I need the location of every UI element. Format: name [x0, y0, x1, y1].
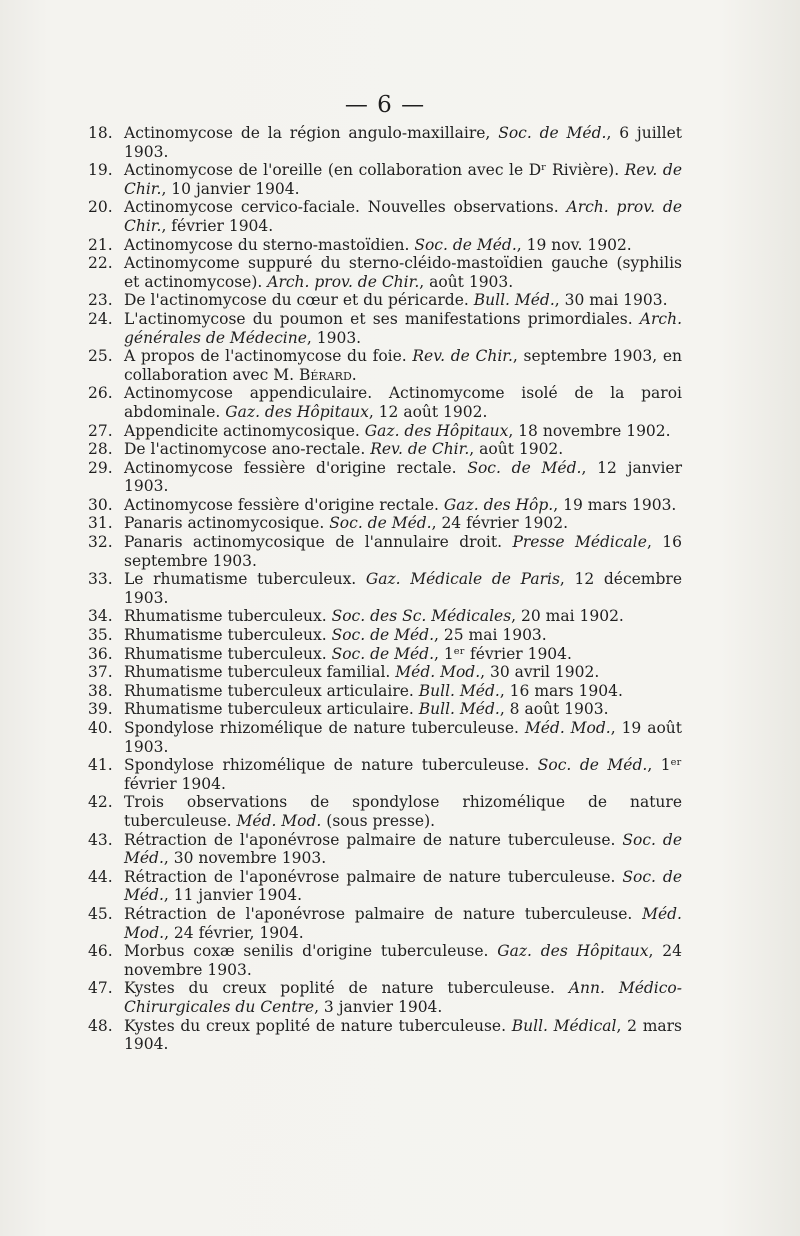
list-item — [88, 645, 682, 664]
entry-text-segment: Rhumatisme tuberculeux articulaire. — [124, 700, 419, 719]
entry-number: 38. — [88, 681, 113, 700]
list-item — [88, 236, 682, 255]
list-item — [88, 626, 682, 645]
entry-text-segment: Rétraction de l'aponévrose palmaire de nature tuberculeuse. — [124, 867, 623, 886]
entry-number: 35. — [88, 626, 113, 645]
entry-text-segment: Trois observations de spondylose rhizomélique de nature tuberculeuse. — [124, 793, 682, 830]
journal-title: Soc. de Méd. — [329, 514, 432, 533]
entry-text-segment: Rhumatisme tuberculeux articulaire. — [124, 681, 419, 700]
list-item — [88, 831, 682, 868]
entry-text-segment: Kystes du creux poplité de nature tuberculeuse. — [124, 1016, 512, 1035]
journal-title: Gaz. des Hôpitaux — [364, 421, 509, 440]
entry-text — [124, 645, 682, 664]
entry-text-segment: , 19 août 1903. — [124, 719, 682, 756]
entry-text-segment: , 16 septembre 1903. — [124, 533, 682, 570]
list-item — [88, 756, 682, 793]
list-item — [88, 254, 682, 291]
entry-number: 18. — [88, 124, 113, 142]
entry-text — [124, 942, 682, 979]
entry-text — [124, 198, 682, 235]
entry-text-segment: . — [351, 365, 357, 384]
entry-number: 26. — [88, 384, 113, 403]
entry-text — [124, 533, 682, 570]
entry-text-segment: , 6 juillet 1903. — [124, 124, 682, 161]
list-item — [88, 570, 682, 607]
list-item — [88, 422, 682, 441]
entry-text — [124, 440, 682, 459]
entry-text-segment: Rhumatisme tuberculeux. — [124, 644, 332, 663]
bibliography-list — [88, 124, 682, 1054]
entry-text — [124, 626, 682, 645]
list-item — [88, 1017, 682, 1054]
entry-text-segment: , 25 mai 1903. — [434, 626, 547, 645]
entry-number: 43. — [88, 830, 113, 849]
entry-text-segment: Actinomycose de l'oreille (en collaboration avec le Dʳ Rivière). — [124, 161, 625, 180]
entry-text — [124, 514, 682, 533]
journal-title: Arch. prov. de Chir. — [124, 198, 682, 235]
journal-title: Rev. de Chir. — [124, 161, 682, 198]
entry-number: 29. — [88, 458, 113, 477]
entry-number: 33. — [88, 570, 113, 589]
entry-text-segment: Appendicite actinomycosique. — [124, 421, 365, 440]
entry-text-segment: , 12 janvier 1903. — [124, 458, 682, 496]
journal-title: Méd. Mod. — [236, 811, 322, 830]
entry-text-segment: , 1ᵉʳ février 1904. — [434, 644, 572, 663]
list-item — [88, 161, 682, 198]
entry-text-segment: Rétraction de l'aponévrose palmaire de nature tuberculeuse. — [124, 830, 623, 849]
journal-title: Arch. prov. de Chir. — [267, 272, 420, 291]
entry-text — [124, 347, 682, 384]
journal-title: Soc. de Méd. — [498, 124, 607, 142]
list-item — [88, 942, 682, 979]
entry-number: 23. — [88, 291, 113, 310]
journal-title: Rev. de Chir. — [412, 347, 513, 366]
entry-text — [124, 124, 682, 161]
entry-text-segment: Spondylose rhizomélique de nature tuberculeuse. — [124, 719, 525, 737]
list-item — [88, 124, 682, 161]
journal-title: Soc. de Méd. — [124, 867, 682, 905]
entry-number: 21. — [88, 235, 113, 254]
entry-text — [124, 905, 682, 942]
list-item — [88, 384, 682, 421]
entry-number: 34. — [88, 607, 113, 626]
entry-text-segment: Actinomycose de la région angulo-maxillaire, — [124, 124, 499, 142]
entry-number: 46. — [88, 942, 113, 961]
journal-title: Méd. Mod. — [395, 663, 481, 682]
entry-text-segment: , 8 août 1903. — [499, 700, 609, 719]
entry-number: 36. — [88, 644, 113, 663]
entry-number: 47. — [88, 979, 113, 998]
entry-text-segment: De l'actinomycose ano-rectale. — [124, 440, 371, 459]
entry-text-segment: (sous presse). — [321, 811, 436, 830]
journal-title: Soc. de Méd. — [414, 235, 517, 254]
entry-number: 30. — [88, 495, 113, 514]
journal-title: Soc. des Sc. Médicales — [331, 607, 512, 626]
entry-number: 48. — [88, 1016, 113, 1035]
entry-text-segment: , 30 avril 1902. — [480, 663, 600, 682]
entry-text — [124, 682, 682, 701]
entry-text-segment: , 30 mai 1903. — [554, 291, 668, 310]
entry-text — [124, 384, 682, 421]
entry-text-segment: L'actinomycose du poumon et ses manifestations primordiales. — [124, 309, 640, 328]
entry-text-segment: Rétraction de l'aponévrose palmaire de nature tuberculeuse. — [124, 904, 643, 923]
entry-number: 44. — [88, 867, 113, 886]
entry-text-segment: , 12 août 1902. — [368, 402, 488, 421]
entry-text — [124, 422, 682, 441]
list-item — [88, 979, 682, 1016]
entry-text-segment: , 1ᵉʳ février 1904. — [124, 756, 682, 793]
entry-text-segment: Actinomycose fessière d'origine rectale. — [124, 495, 444, 514]
entry-text-segment: De l'actinomycose du cœur et du péricarde. — [124, 291, 474, 310]
entry-text — [124, 663, 682, 682]
entry-text-segment: Spondylose rhizomélique de nature tuberculeuse. — [124, 756, 538, 775]
journal-title: Gaz. Médicale de Paris — [365, 570, 560, 589]
entry-text — [124, 310, 682, 347]
journal-title: Soc. de Méd. — [467, 458, 582, 477]
entry-text-segment: , 2 mars 1904. — [124, 1016, 683, 1054]
journal-title: Méd. Mod. — [124, 904, 682, 942]
entry-text — [124, 570, 682, 607]
entry-text-segment: , 1903. — [306, 328, 362, 347]
entry-number: 41. — [88, 756, 113, 775]
journal-title: Bull. Méd. — [473, 291, 555, 310]
entry-text-segment: Rhumatisme tuberculeux. — [124, 607, 332, 626]
journal-title: Presse Médicale — [512, 533, 647, 552]
journal-title: Soc. de Méd. — [124, 830, 682, 868]
entry-text-segment: , 24 février, 1904. — [164, 923, 304, 942]
list-item — [88, 868, 682, 905]
entry-number: 25. — [88, 347, 113, 366]
entry-text — [124, 161, 682, 198]
entry-text-segment: Actinomycose du sterno-mastoïdien. — [124, 235, 415, 254]
entry-number: 45. — [88, 904, 113, 923]
entry-text-segment: Actinomycose cervico-faciale. Nouvelles observations. — [124, 198, 567, 217]
list-item — [88, 291, 682, 310]
entry-text-segment: Kystes du creux poplité de nature tuberculeuse. — [124, 979, 569, 998]
list-item — [88, 719, 682, 756]
journal-title: Méd. Mod. — [524, 719, 611, 737]
entry-text-segment: , 30 novembre 1903. — [163, 849, 327, 868]
entry-number: 27. — [88, 421, 113, 440]
entry-text-segment: , 19 nov. 1902. — [516, 235, 632, 254]
entry-text-segment: , août 1902. — [469, 440, 564, 459]
list-item — [88, 533, 682, 570]
list-item — [88, 459, 682, 496]
list-item — [88, 514, 682, 533]
journal-title: Soc. de Méd. — [331, 644, 435, 663]
entry-text — [124, 719, 682, 756]
entry-number: 31. — [88, 514, 113, 533]
entry-text — [124, 496, 682, 515]
journal-title: Ann. Médico-Chirurgicales du Centre — [124, 979, 682, 1016]
journal-title: Bull. Méd. — [418, 681, 500, 700]
entry-text-segment: , 24 novembre 1903. — [124, 942, 683, 979]
entry-text-segment: , 24 février 1902. — [431, 514, 569, 533]
entry-number: 19. — [88, 161, 113, 180]
entry-number: 37. — [88, 663, 113, 682]
entry-text — [124, 868, 682, 905]
author-name: Bérard — [299, 365, 352, 384]
entry-text-segment: Panaris actinomycosique de l'annulaire droit. — [124, 533, 513, 552]
entry-text-segment: Rhumatisme tuberculeux. — [124, 626, 332, 645]
entry-text — [124, 1017, 682, 1054]
entry-number: 28. — [88, 440, 113, 459]
entry-text-segment: , 19 mars 1903. — [553, 495, 677, 514]
list-item — [88, 682, 682, 701]
entry-text — [124, 254, 682, 291]
entry-number: 42. — [88, 793, 113, 812]
entry-text — [124, 831, 682, 868]
entry-text-segment: , 18 novembre 1902. — [508, 421, 671, 440]
entry-number: 24. — [88, 309, 113, 328]
entry-text — [124, 700, 682, 719]
list-item — [88, 607, 682, 626]
journal-title: Soc. de Méd. — [331, 626, 435, 645]
entry-text-segment: Morbus coxæ senilis d'origine tuberculeuse. — [124, 942, 498, 961]
journal-title: Gaz. des Hôpitaux — [497, 942, 649, 961]
entry-text — [124, 236, 682, 255]
entry-text-segment: , 10 janvier 1904. — [161, 179, 300, 198]
list-item — [88, 310, 682, 347]
journal-title: Soc. de Méd. — [537, 756, 648, 775]
journal-title: Bull. Médical — [511, 1016, 617, 1035]
entry-text-segment: , 16 mars 1904. — [499, 681, 623, 700]
entry-number: 39. — [88, 700, 113, 719]
entry-text-segment: Actinomycome suppuré du sterno-cléido-mastoïdien gauche (syphilis et actinomycose). — [124, 254, 682, 291]
entry-text — [124, 291, 682, 310]
entry-text-segment: , février 1904. — [161, 216, 274, 235]
journal-title: Gaz. des Hôpitaux — [225, 402, 369, 421]
entry-text-segment: Actinomycose appendiculaire. Actinomycome isolé de la paroi abdominale. — [124, 384, 682, 421]
entry-text-segment: Panaris actinomycosique. — [124, 514, 330, 533]
entry-number: 20. — [88, 198, 113, 217]
entry-text-segment: , 20 mai 1902. — [511, 607, 624, 626]
entry-number: 22. — [88, 254, 113, 273]
entry-text — [124, 793, 682, 830]
list-item — [88, 496, 682, 515]
list-item — [88, 905, 682, 942]
entry-text-segment: , août 1903. — [419, 272, 514, 291]
journal-title: Arch. générales de Médecine — [124, 309, 682, 347]
entry-text-segment: Rhumatisme tuberculeux familial. — [124, 663, 396, 682]
entry-text-segment: , 11 janvier 1904. — [163, 886, 303, 905]
entry-text-segment: Le rhumatisme tuberculeux. — [124, 570, 366, 589]
list-item — [88, 347, 682, 384]
entry-text-segment: A propos de l'actinomycose du foie. — [124, 347, 413, 366]
entry-text-segment: Actinomycose fessière d'origine rectale. — [124, 458, 468, 477]
entry-number: 32. — [88, 533, 113, 552]
list-item — [88, 440, 682, 459]
entry-number: 40. — [88, 719, 113, 737]
entry-text-segment: , 12 décembre 1903. — [124, 570, 682, 607]
journal-title: Rev. de Chir. — [370, 440, 470, 459]
list-item — [88, 793, 682, 830]
entry-text — [124, 756, 682, 793]
journal-title: Gaz. des Hôp. — [443, 495, 554, 514]
entry-text — [124, 979, 682, 1016]
entry-text — [124, 607, 682, 626]
list-item — [88, 198, 682, 235]
list-item — [88, 700, 682, 719]
journal-title: Bull. Méd. — [418, 700, 500, 719]
list-item — [88, 663, 682, 682]
page-number: — 6 — — [344, 92, 426, 118]
entry-text — [124, 459, 682, 496]
entry-text-segment: , septembre 1903, en collaboration avec M. — [124, 347, 682, 384]
entry-text-segment: , 3 janvier 1904. — [314, 997, 443, 1016]
